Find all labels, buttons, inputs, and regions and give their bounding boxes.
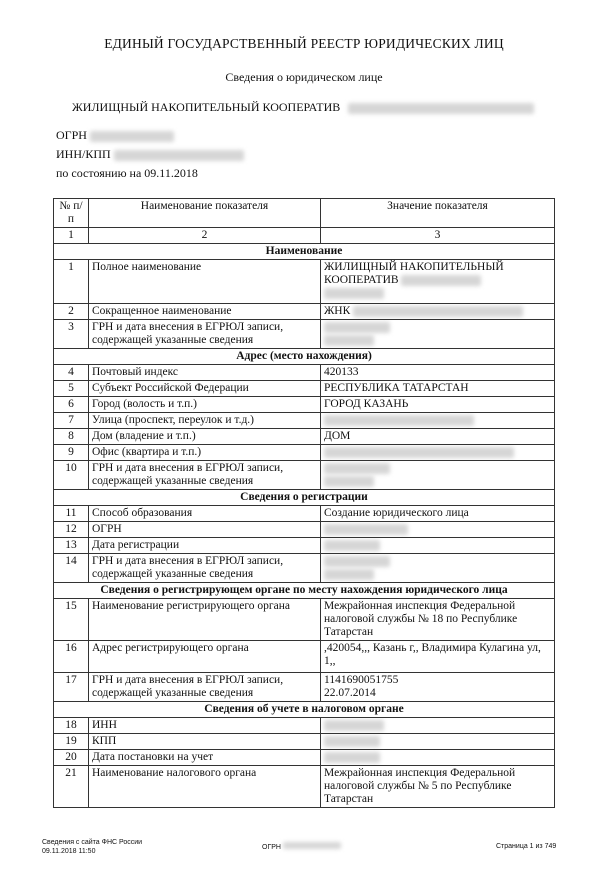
table-row: 4 Почтовый индекс 420133 bbox=[54, 365, 555, 381]
redacted-block bbox=[324, 556, 390, 567]
table-row: 15 Наименование регистрирующего органа Межрайонная инспекция Федеральной налоговой службы № 18 по Республике Татарстан bbox=[54, 599, 555, 641]
ogrn-line bbox=[56, 128, 174, 143]
redacted-block bbox=[324, 288, 384, 299]
footer-source: Сведения с сайта ФНС России 09.11.2018 11:50 bbox=[42, 839, 143, 855]
registry-table bbox=[53, 198, 555, 808]
col-num-header: № п/п bbox=[54, 199, 89, 228]
redacted-block bbox=[324, 476, 374, 487]
redacted-block bbox=[90, 131, 174, 142]
table-row: 8 Дом (владение и т.п.) ДОМ bbox=[54, 429, 555, 445]
table-row: 17 ГРН и дата внесения в ЕГРЮЛ записи, содержащей указанные сведения 1141690051755 22.07.2014 bbox=[54, 673, 555, 702]
inn-kpp-label: ИНН/КПП bbox=[56, 147, 111, 161]
table-row: 20 Дата постановки на учет bbox=[54, 750, 555, 766]
index-cell: 3 bbox=[321, 228, 555, 244]
index-cell: 2 bbox=[89, 228, 321, 244]
redacted-block bbox=[324, 322, 390, 333]
org-name-line bbox=[72, 100, 534, 115]
table-row: 11 Способ образования Создание юридического лица bbox=[54, 506, 555, 522]
table-header-row bbox=[54, 199, 555, 228]
table-row: 13 Дата регистрации bbox=[54, 538, 555, 554]
redacted-block bbox=[348, 103, 534, 114]
redacted-block bbox=[324, 736, 380, 747]
document-title: ЕДИНЫЙ ГОСУДАРСТВЕННЫЙ РЕЕСТР ЮРИДИЧЕСКИХ ЛИЦ bbox=[104, 36, 504, 51]
col-value-header: Значение показателя bbox=[321, 199, 555, 228]
redacted-block bbox=[401, 275, 481, 286]
table-row: 7 Улица (проспект, переулок и т.д.) bbox=[54, 413, 555, 429]
section-row: Наименование bbox=[54, 244, 555, 260]
table-row: 9 Офис (квартира и т.п.) bbox=[54, 445, 555, 461]
grn-date: 22.07.2014 bbox=[324, 687, 376, 699]
table-row: 16 Адрес регистрирующего органа ,420054,,, Казань г,, Владимира Кулагина ул, 1,, bbox=[54, 641, 555, 673]
table-row: 6 Город (волость и т.п.) ГОРОД КАЗАНЬ bbox=[54, 397, 555, 413]
index-cell: 1 bbox=[54, 228, 89, 244]
cell-value: ЖИЛИЩНЫЙ НАКОПИТЕЛЬНЫЙ КООПЕРАТИВ bbox=[324, 261, 504, 286]
table-row: 19 КПП bbox=[54, 734, 555, 750]
table-row: 18 ИНН bbox=[54, 718, 555, 734]
table-row: 3 ГРН и дата внесения в ЕГРЮЛ записи, содержащей указанные сведения bbox=[54, 320, 555, 349]
redacted-block bbox=[324, 415, 474, 426]
section-row: Сведения об учете в налоговом органе bbox=[54, 702, 555, 718]
grn-value: 1141690051755 bbox=[324, 674, 399, 686]
redacted-block bbox=[353, 306, 523, 317]
table-row: 21 Наименование налогового органа Межрайонная инспекция Федеральной налоговой службы № 5 по Республике Татарстан bbox=[54, 766, 555, 808]
footer-ogrn: ОГРН bbox=[262, 842, 341, 852]
table-row: 2 Сокращенное наименование ЖНК bbox=[54, 304, 555, 320]
section-row: Сведения о регистрации bbox=[54, 490, 555, 506]
table-row: 10 ГРН и дата внесения в ЕГРЮЛ записи, содержащей указанные сведения bbox=[54, 461, 555, 490]
section-row: Адрес (место нахождения) bbox=[54, 349, 555, 365]
redacted-block bbox=[324, 540, 380, 551]
redacted-block bbox=[114, 150, 244, 161]
inn-kpp-line bbox=[56, 147, 244, 162]
redacted-block bbox=[324, 463, 390, 474]
table-row: 14 ГРН и дата внесения в ЕГРЮЛ записи, содержащей указанные сведения bbox=[54, 554, 555, 583]
redacted-block bbox=[324, 524, 408, 535]
section-row: Сведения о регистрирующем органе по месту нахождения юридического лица bbox=[54, 583, 555, 599]
redacted-block bbox=[324, 752, 380, 763]
document-subtitle: Сведения о юридическом лице bbox=[225, 70, 383, 84]
col-name-header: Наименование показателя bbox=[89, 199, 321, 228]
org-name: ЖИЛИЩНЫЙ НАКОПИТЕЛЬНЫЙ КООПЕРАТИВ bbox=[72, 100, 341, 114]
redacted-block bbox=[324, 569, 374, 580]
table-row: 1 Полное наименование ЖИЛИЩНЫЙ НАКОПИТЕЛЬНЫЙ КООПЕРАТИВ bbox=[54, 260, 555, 304]
table-index-row bbox=[54, 228, 555, 244]
redacted-block bbox=[324, 335, 374, 346]
as-of-date: по состоянию на 09.11.2018 bbox=[56, 166, 198, 180]
table-row: 5 Субъект Российской Федерации РЕСПУБЛИКА ТАТАРСТАН bbox=[54, 381, 555, 397]
ogrn-label: ОГРН bbox=[56, 128, 87, 142]
redacted-block bbox=[324, 720, 384, 731]
table-row: 12 ОГРН bbox=[54, 522, 555, 538]
footer-page-number: Страница 1 из 749 bbox=[496, 843, 557, 850]
redacted-block bbox=[324, 447, 514, 458]
redacted-block bbox=[283, 842, 341, 849]
cell-value: ЖНК bbox=[324, 305, 351, 317]
